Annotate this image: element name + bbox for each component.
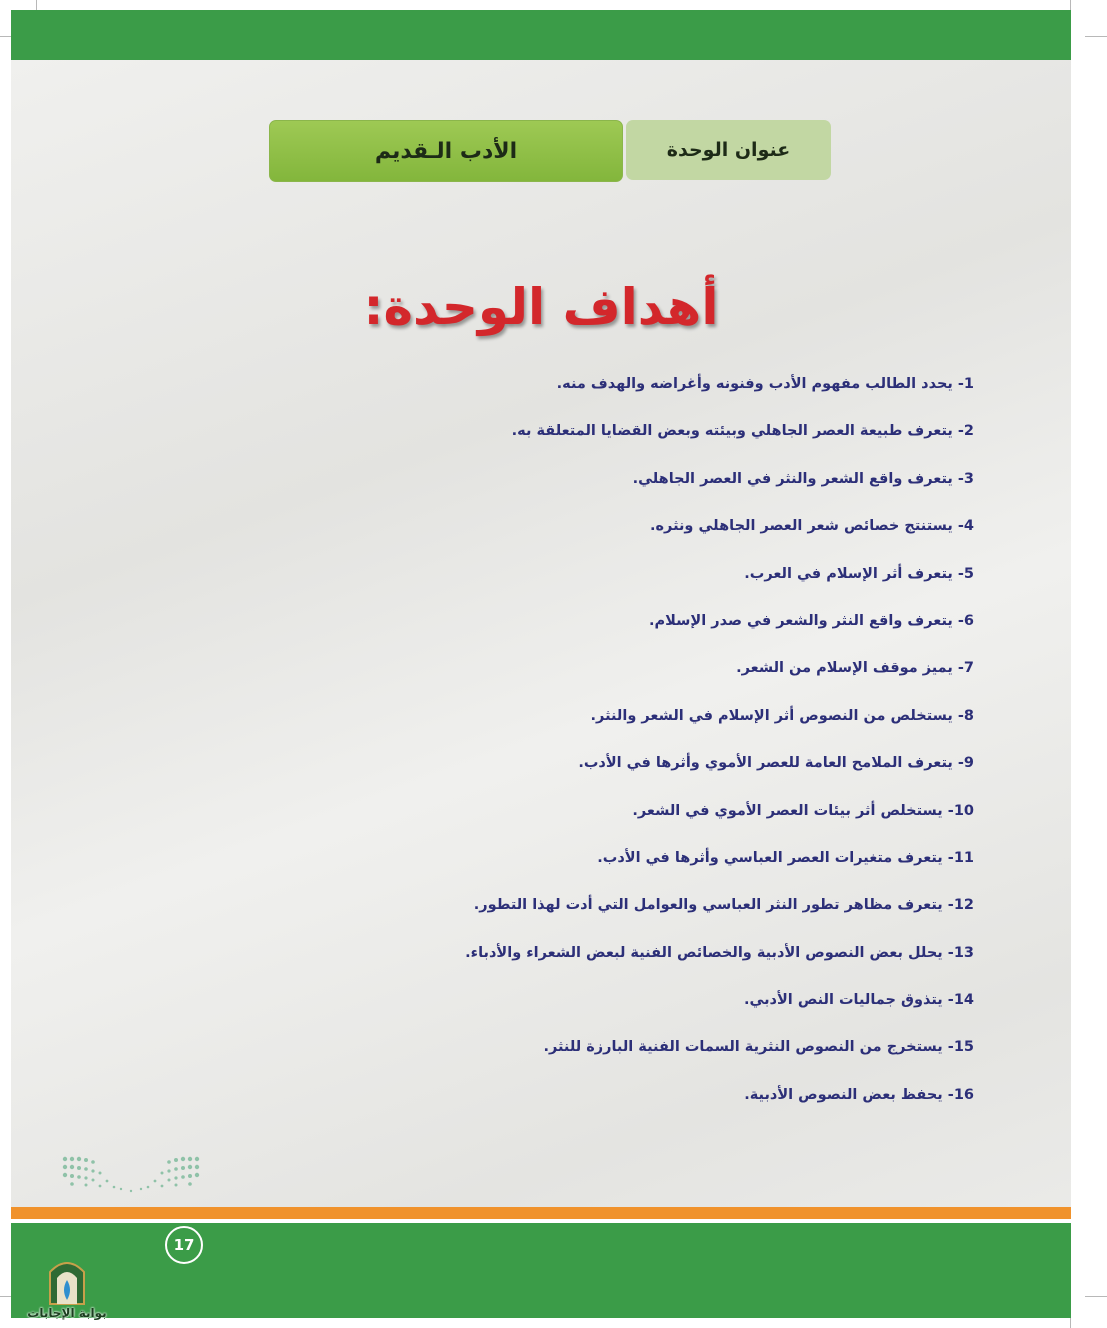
crop-mark xyxy=(1085,36,1107,37)
page-number: 17 xyxy=(165,1226,203,1264)
goal-item: 5- يتعرف أثر الإسلام في العرب. xyxy=(744,565,974,582)
textbook-page xyxy=(11,10,1071,1318)
goal-item: 6- يتعرف واقع النثر والشعر في صدر الإسلام. xyxy=(649,612,974,629)
goal-item: 16- يحفظ بعض النصوص الأدبية. xyxy=(744,1086,974,1103)
unit-title xyxy=(269,120,623,182)
goals-heading: أهداف الوحدة: xyxy=(363,278,719,336)
site-watermark xyxy=(22,1252,112,1324)
goal-item: 7- يميز موقف الإسلام من الشعر. xyxy=(736,660,974,677)
goal-item: 2- يتعرف طبيعة العصر الجاهلي وبيئته وبعض القضايا المتعلقة به. xyxy=(511,423,974,440)
goal-item: 4- يستنتج خصائص شعر العصر الجاهلي ونثره. xyxy=(649,518,974,535)
goals-list xyxy=(354,367,974,1125)
unit-label-text: عنوان الوحدة xyxy=(666,139,791,161)
orange-strip xyxy=(11,1207,1071,1219)
crop-mark xyxy=(1085,1296,1107,1297)
goal-item: 10- يستخلص أثر بيئات العصر الأموي في الشعر. xyxy=(632,802,974,819)
goal-item: 13- يحلل بعض النصوص الأدبية والخصائص الفنية لبعض الشعراء والأدباء. xyxy=(465,944,974,961)
goal-item: 14- يتذوق جماليات النص الأدبي. xyxy=(743,992,974,1009)
goal-item: 9- يتعرف الملامح العامة للعصر الأموي وأثرها في الأدب. xyxy=(578,755,974,772)
top-green-band xyxy=(11,10,1071,60)
watermark-text: بوابة الإجابات xyxy=(27,1306,107,1320)
goal-item: 3- يتعرف واقع الشعر والنثر في العصر الجاهلي. xyxy=(632,470,974,487)
goal-item: 12- يتعرف مظاهر تطور النثر العباسي والعوامل التي أدت لهذا التطور. xyxy=(473,897,974,914)
unit-title-text: الأدب الـقديم xyxy=(374,138,518,164)
goal-item: 11- يتعرف متغيرات العصر العباسي وأثرها في الأدب. xyxy=(597,849,974,866)
unit-label xyxy=(626,120,831,180)
goal-item: 1- يحدد الطالب مفهوم الأدب وفنونه وأغراضه والهدف منه. xyxy=(556,376,974,392)
goal-item: 15- يستخرج من النصوص النثرية السمات الفنية البارزة للنثر. xyxy=(543,1039,974,1056)
ministry-logo-icon xyxy=(61,1155,201,1200)
goal-item: 8- يستخلص من النصوص أثر الإسلام في الشعر والنثر. xyxy=(590,707,974,724)
